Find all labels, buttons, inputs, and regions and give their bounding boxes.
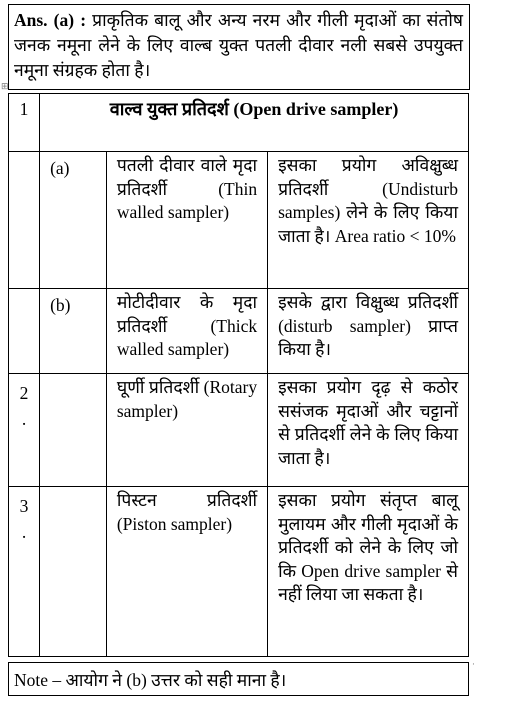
- sampler-table: [8, 93, 469, 657]
- row-number-2: [9, 374, 40, 487]
- anchor-icon: ⊞: [1, 82, 9, 92]
- answer-text: प्राकृतिक बालू और अन्य नरम और गीली मृदाओं का संतोष जनक नमूना लेने के लिए वाल्ब युक्त पतली दीवार नली सबसे उपयुक्त नमूना संग्रहक होता है।: [14, 10, 463, 80]
- paragraph-mark-icon: ·: [472, 660, 475, 670]
- piston-sampler-name: पिस्टन प्रतिदर्शी (Piston sampler): [106, 487, 267, 657]
- open-drive-heading: वाल्व युक्त प्रतिदर्श (Open drive sampler): [40, 94, 469, 152]
- answer-block: [8, 4, 470, 90]
- thick-walled-sampler-description: इसके द्वारा विक्षुब्ध प्रतिदर्शी (disturb sampler) प्राप्त किया है।: [268, 289, 469, 374]
- thick-walled-sampler-name: मोटीदीवार के मृदा प्रतिदर्शी (Thick walled sampler): [106, 289, 267, 374]
- sub-label-a: (a): [40, 152, 107, 289]
- thin-walled-sampler-name: पतली दीवार वाले मृदा प्रतिदर्शी (Thin walled sampler): [106, 152, 267, 289]
- note-box: Note – आयोग ने (b) उत्तर को सही माना है।: [8, 662, 469, 696]
- answer-label: Ans. (a) :: [14, 10, 87, 30]
- rotary-sampler-description: इसका प्रयोग दृढ़ से कठोर ससंजक मृदाओं और चट्टानों से प्रतिदर्शी लेने के लिए किया जाता है।: [268, 374, 469, 487]
- empty-cell: [40, 374, 107, 487]
- thin-walled-sampler-description: इसका प्रयोग अविक्षुब्ध प्रतिदर्शी (Undisturb samples) लेने के लिए किया जाता है। Area ratio < 10%: [268, 152, 469, 289]
- table-row: [9, 487, 469, 657]
- empty-cell: [9, 289, 40, 374]
- empty-cell: [9, 152, 40, 289]
- table-row: [9, 374, 469, 487]
- row-number-1: 1: [9, 94, 40, 152]
- empty-cell: [40, 487, 107, 657]
- table-row: [9, 289, 469, 374]
- row-number-2-digit: 2: [19, 383, 29, 403]
- row-number-3-digit: 3: [19, 496, 29, 516]
- table-row: [9, 94, 469, 152]
- row-number-3-dot: .: [21, 522, 27, 542]
- table-row: [9, 152, 469, 289]
- row-number-2-dot: .: [21, 409, 27, 429]
- piston-sampler-description: इसका प्रयोग संतृप्त बालू मुलायम और गीली मृदाओं के प्रतिदर्शी को लेने के लिए जो कि Open drive sampler से नहीं लिया जा सकता है।: [268, 487, 469, 657]
- rotary-sampler-name: घूर्णी प्रतिदर्शी (Rotary sampler): [106, 374, 267, 487]
- sub-label-b: (b): [40, 289, 107, 374]
- row-number-3: [9, 487, 40, 657]
